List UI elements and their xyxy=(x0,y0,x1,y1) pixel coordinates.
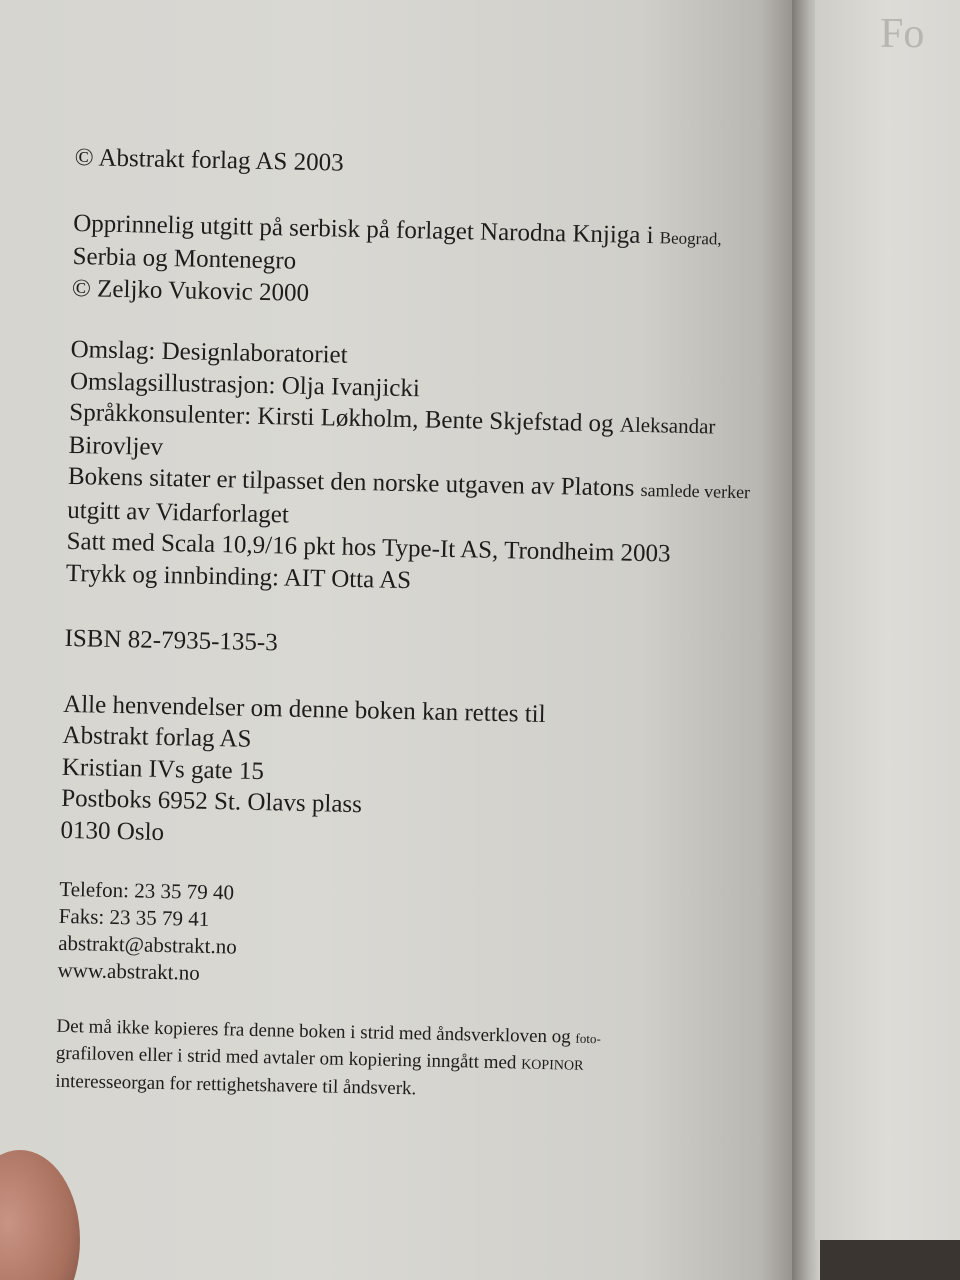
origin-line-2: Serbia og Montenegro xyxy=(72,242,297,275)
contact-phone: Telefon: 23 35 79 40 xyxy=(59,876,235,905)
legal-line-2-main: grafiloven eller i strid med avtaler om kopiering inngått med xyxy=(55,1042,517,1074)
copyright-line: © Abstrakt forlag AS 2003 xyxy=(74,143,344,177)
contact-web: www.abstrakt.no xyxy=(57,957,200,985)
credit-print: Trykk og innbinding: AIT Otta AS xyxy=(65,559,412,594)
contact-pobox: Postboks 6952 St. Olavs plass xyxy=(60,784,363,819)
credit-language-1-main: Språkkonsulenter: Kirsti Løkholm, Bente Skjefstad og xyxy=(69,398,614,438)
legal-line-1-tail: foto- xyxy=(575,1030,601,1047)
legal-line-2-tail: KOPINOR xyxy=(520,1057,584,1074)
contact-intro: Alle henvendelser om denne boken kan rettes til xyxy=(62,690,546,728)
legal-line-1-main: Det må ikke kopieres fra denne boken i strid med åndsverkloven og xyxy=(56,1015,572,1048)
origin-line-3: © Zeljko Vukovic 2000 xyxy=(71,274,310,307)
copyright-page-text xyxy=(55,142,795,1110)
credit-quotes-2: utgitt av Vidarforlaget xyxy=(67,496,290,529)
credit-typeset: Satt med Scala 10,9/16 pkt hos Type-It AS, Trondheim 2003 xyxy=(66,527,671,568)
contact-fax: Faks: 23 35 79 41 xyxy=(58,903,210,931)
contact-email: abstrakt@abstrakt.no xyxy=(57,930,237,959)
contact-street: Kristian IVs gate 15 xyxy=(61,753,265,785)
facing-page xyxy=(815,0,960,1240)
origin-line-1-tail: Beograd, xyxy=(659,227,722,249)
credit-language-2: Birovljev xyxy=(68,431,164,461)
legal-line-3: interesseorgan for rettighetshavere til åndsverk. xyxy=(55,1070,417,1100)
isbn: ISBN 82-7935-135-3 xyxy=(64,624,279,657)
credit-cover: Omslag: Designlaboratoriet xyxy=(70,335,348,369)
credit-quotes-1-tail: samlede verker xyxy=(640,479,751,503)
contact-postal: 0130 Oslo xyxy=(60,816,165,846)
credit-language-1-tail: Aleksandar xyxy=(619,412,716,439)
credit-cover-illustration: Omslagsillustrasjon: Olja Ivanjicki xyxy=(69,367,421,402)
origin-line-1-main: Opprinnelig utgitt på serbisk på forlaget Narodna Knjiga i xyxy=(73,209,654,249)
credit-quotes-1-main: Bokens sitater er tilpasset den norske utgaven av Platons xyxy=(67,462,635,502)
facing-page-title-fragment: Fo xyxy=(880,11,925,57)
contact-publisher: Abstrakt forlag AS xyxy=(62,721,252,753)
